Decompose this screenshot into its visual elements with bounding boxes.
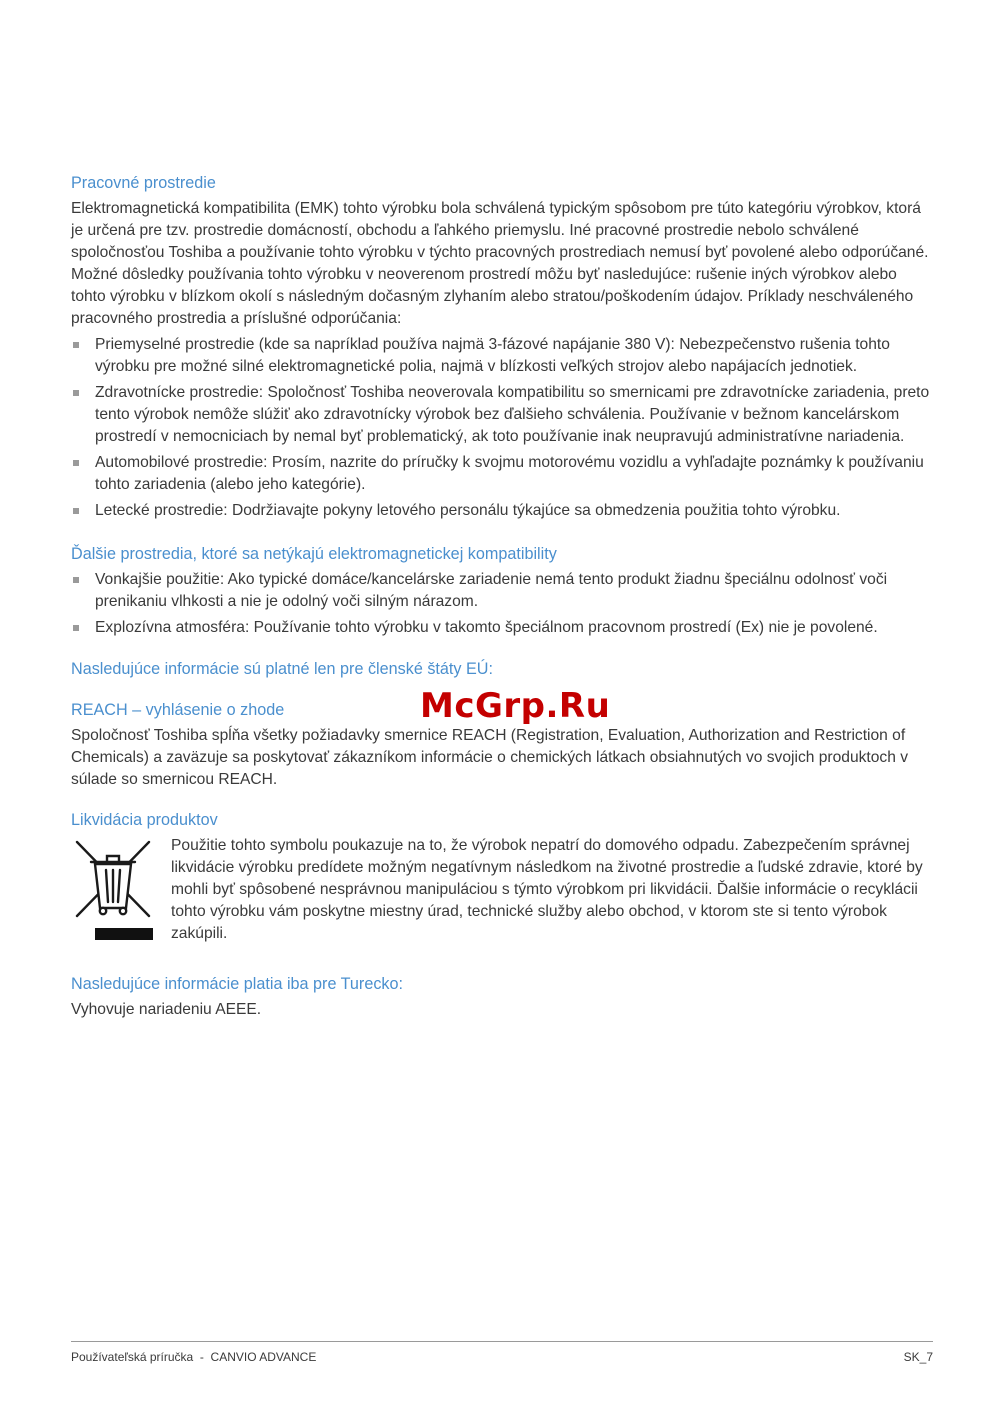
turecko-text: Vyhovuje nariadeniu AEEE. xyxy=(71,1001,262,1018)
bullet-square-icon xyxy=(73,342,79,348)
reach-text: Spoločnosť Toshiba spĺňa všetky požiadavky smernice REACH (Registration, Evaluation, Authorization and Restriction of Chemicals) a zaväzuje sa poskytovať zákazníkom informácie o chemických látkach obsiahnutých vo svojich produktoch v súlade so smernicou REACH. xyxy=(71,727,909,788)
page-footer xyxy=(71,1341,933,1364)
pracovne-bullet-list xyxy=(71,334,933,522)
weee-bin-icon xyxy=(71,835,171,949)
list-item: Zdravotnícke prostredie: Spoločnosť Toshiba neoverovala kompatibilitu so smernicami pre zdravotnícke zariadenia, preto tento výrobok nemôže slúžiť ako zdravotnícky výrobok bez ďalšieho schválenia. Používanie v bežnom kancelárskom prostredí v nemocniciach by nemal byť problematický, ak toto používanie inak neupravujú administratívne nariadenia. xyxy=(71,382,933,448)
weee-block xyxy=(71,835,933,949)
heading-likvidacia: Likvidácia produktov xyxy=(71,811,218,829)
heading-turecko: Nasledujúce informácie platia iba pre Turecko: xyxy=(71,975,404,993)
list-item: Vonkajšie použitie: Ako typické domáce/kancelárske zariadenie nemá tento produkt žiadnu špeciálnu odolnosť voči prenikaniu vlhkosti a nie je odolný voči silným nárazom. xyxy=(71,569,933,613)
list-item: Priemyselné prostredie (kde sa napríklad používa najmä 3-fázové napájanie 380 V): Nebezpečenstvo rušenia tohto výrobku pre možné silné elektromagnetické polia, najmä v blízkosti veľkých strojov alebo napájacích jednotiek. xyxy=(71,334,933,378)
list-item: Letecké prostredie: Dodržiavajte pokyny letového personálu týkajúce sa obmedzenia použitia tohto výrobku. xyxy=(71,500,933,522)
likvidacia-text: Použitie tohto symbolu poukazuje na to, že výrobok nepatrí do domového odpadu. Zabezpečením správnej likvidácie výrobku predídete možným negatívnym následkom na životné prostredie a ľudské zdravie, ktoré by mohli byť spôsobené nesprávnou manipuláciou s týmto výrobkom pri likvidácii. Ďalšie informácie o recyklácii tohto výrobku vám poskytne miestny úrad, technické služby alebo obchod, v ktorom ste si tento výrobok zakúpili. xyxy=(171,837,923,942)
heading-dalsie-prostredia: Ďalšie prostredia, ktoré sa netýkajú elektromagnetickej kompatibility xyxy=(71,545,557,563)
pracovne-intro: Elektromagnetická kompatibilita (EMK) tohto výrobku bola schválená typickým spôsobom pre túto kategóriu výrobkov, ktorá je určená pre tzv. prostredie domácností, obchodu a ľahkého priemyslu. Iné pracovné prostredie nebolo schválené spoločnosťou Toshiba a používanie tohto výrobku v týchto pracovných prostrediach nemusí byť povolené alebo odporúčané. Možné dôsledky používania tohto výrobku v neoverenom prostredí môžu byť nasledujúce: rušenie iných výrobkov alebo tohto výrobku v blízkom okolí s následným dočasným zlyhaním alebo stratou/poškodením údajov. Príklady neschváleného pracovného prostredia a príslušné odporúčania: xyxy=(71,200,929,327)
list-item: Explozívna atmosféra: Používanie tohto výrobku v takomto špeciálnom pracovnom prostredí (Ex) nie je povolené. xyxy=(71,617,933,639)
bullet-square-icon xyxy=(73,390,79,396)
heading-reach: REACH – vyhlásenie o zhode xyxy=(71,701,285,719)
heading-eu-info: Nasledujúce informácie sú platné len pre členské štáty EÚ: xyxy=(71,660,493,678)
page-content xyxy=(71,172,933,1021)
bullet-square-icon xyxy=(73,625,79,631)
footer-page-number: SK_7 xyxy=(903,1350,933,1364)
dalsie-bullet-list xyxy=(71,569,933,639)
list-item: Automobilové prostredie: Prosím, nazrite do príručky k svojmu motorovému vozidlu a vyhľadajte poznámky k používaniu tohto zariadenia (alebo jeho kategórie). xyxy=(71,452,933,496)
bullet-square-icon xyxy=(73,508,79,514)
bullet-square-icon xyxy=(73,460,79,466)
watermark-logo: McGrp.Ru xyxy=(420,686,611,726)
footer-manual-title: Používateľská príručka - CANVIO ADVANCE xyxy=(71,1350,317,1364)
heading-pracovne-prostredie: Pracovné prostredie xyxy=(71,174,216,192)
bullet-square-icon xyxy=(73,577,79,583)
